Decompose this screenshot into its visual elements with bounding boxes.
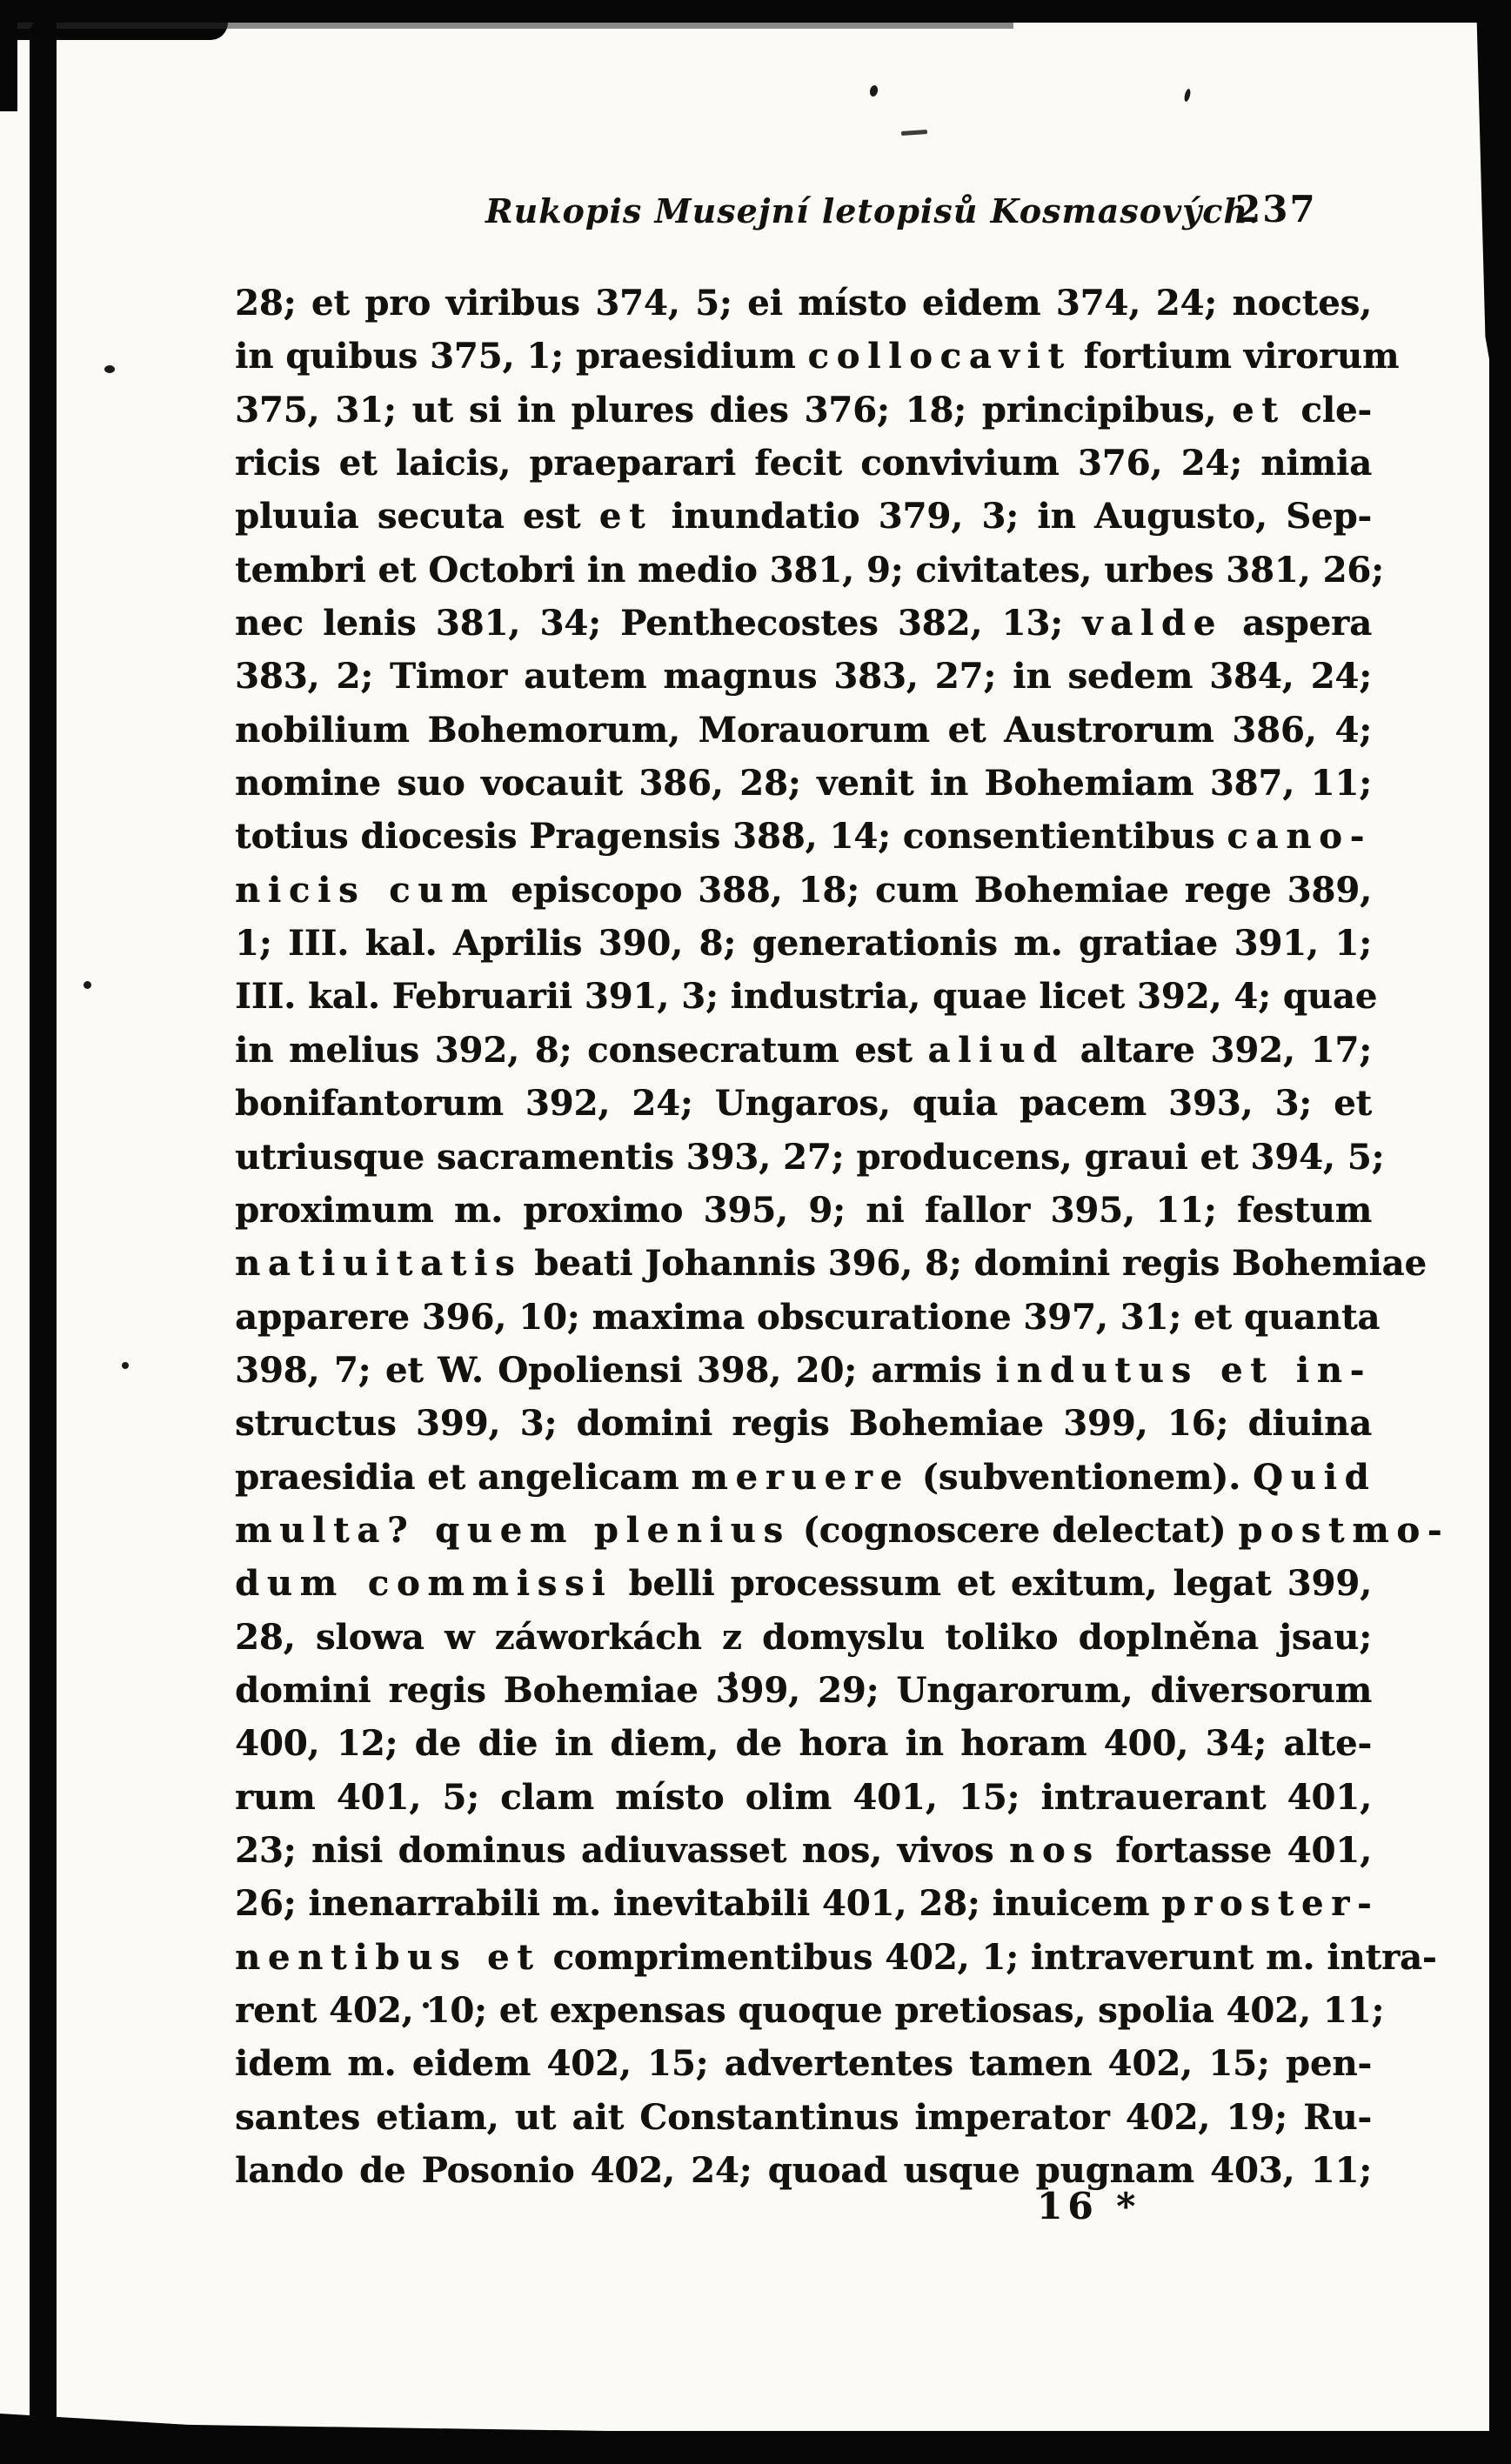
running-title: Rukopis Musejní letopisů Kosmasových. bbox=[485, 191, 1261, 230]
text-line: 1; III. kal. Aprilis 390, 8; generationis m. gratiae 391, 1; bbox=[235, 923, 1372, 965]
text-line: lando de Posonio 402, 24; quoad usque pugnam 403, 11; bbox=[235, 2150, 1372, 2192]
text-line: nec lenis 381, 34; Penthecostes 382, 13; valde aspera bbox=[235, 603, 1372, 644]
ink-speck bbox=[122, 1362, 129, 1369]
ink-speck bbox=[1183, 88, 1191, 102]
text-line: natiuitatis beati Johannis 396, 8; domini regis Bohemiae bbox=[235, 1243, 1427, 1285]
text-line: praesidia et angelicam meruere (subventionem). Quid bbox=[235, 1456, 1377, 1498]
text-line: rum 401, 5; clam místo olim 401, 15; intrauerant 401, bbox=[235, 1776, 1372, 1818]
signature-mark: 16 * bbox=[1037, 2185, 1141, 2227]
text-line: santes etiam, ut ait Constantinus imperator 402, 19; Ru- bbox=[235, 2096, 1372, 2138]
text-line: utriusque sacramentis 393, 27; producens, graui et 394, 5; bbox=[235, 1136, 1385, 1178]
text-line: proximum m. proximo 395, 9; ni fallor 395, 11; festum bbox=[235, 1189, 1372, 1231]
ink-speck bbox=[84, 981, 91, 989]
index-text-block bbox=[235, 277, 1450, 2197]
text-line: idem m. eidem 402, 15; advertentes tamen 402, 15; pen- bbox=[235, 2043, 1372, 2085]
text-line: apparere 396, 10; maxima obscuratione 397, 31; et quanta bbox=[235, 1296, 1381, 1338]
text-line: multa? quem plenius (cognoscere delectat) postmo- bbox=[235, 1509, 1450, 1551]
ink-speck bbox=[901, 130, 927, 136]
text-line: bonifantorum 392, 24; Ungaros, quia pacem 393, 3; et bbox=[235, 1083, 1372, 1125]
ink-speck bbox=[104, 365, 115, 373]
text-line: totius diocesis Pragensis 388, 14; consentientibus cano- bbox=[235, 816, 1372, 858]
text-line: nomine suo vocauit 386, 28; venit in Bohemiam 387, 11; bbox=[235, 763, 1372, 805]
scan-edge-right bbox=[1489, 0, 1511, 2464]
ink-speck bbox=[869, 84, 879, 97]
text-line: ricis et laicis, praeparari fecit convivium 376, 24; nimia bbox=[235, 443, 1372, 484]
text-line: in melius 392, 8; consecratum est aliud altare 392, 17; bbox=[235, 1029, 1372, 1071]
text-line: domini regis Bohemiae 399, 29; Ungarorum, diversorum bbox=[235, 1669, 1372, 1711]
text-line: structus 399, 3; domini regis Bohemiae 399, 16; diuina bbox=[235, 1403, 1372, 1445]
text-line: in quibus 375, 1; praesidium collocavit fortium virorum bbox=[235, 336, 1400, 377]
text-line: tembri et Octobri in medio 381, 9; civitates, urbes 381, 26; bbox=[235, 549, 1384, 591]
scan-edge-right-top bbox=[1476, 0, 1492, 374]
scan-edge-left-upper bbox=[0, 0, 17, 111]
page-number: 237 bbox=[1235, 188, 1317, 230]
text-line: 400, 12; de die in diem, de hora in horam 400, 34; alte- bbox=[235, 1723, 1372, 1765]
text-line: 23; nisi dominus adiuvasset nos, vivos nos fortasse 401, bbox=[235, 1829, 1373, 1871]
text-line: nobilium Bohemorum, Morauorum et Austrorum 386, 4; bbox=[235, 709, 1372, 751]
text-line: 26; inenarrabili m. inevitabili 401, 28; inuicem proster- bbox=[235, 1883, 1380, 1925]
text-line: III. kal. Februarii 391, 3; industria, quae licet 392, 4; quae bbox=[235, 976, 1378, 1018]
text-line: 375, 31; ut si in plures dies 376; 18; principibus, et cle- bbox=[235, 389, 1372, 431]
text-line: rent 402, 10; et expensas quoque pretiosas, spolia 402, 11; bbox=[235, 1990, 1385, 2031]
text-line: 28, slowa w záworkách z domyslu toliko doplněna jsau; bbox=[235, 1616, 1372, 1658]
text-line: 28; et pro viribus 374, 5; ei místo eidem 374, 24; noctes, bbox=[235, 283, 1372, 324]
text-line: nicis cum episcopo 388, 18; cum Bohemiae rege 389, bbox=[235, 869, 1372, 911]
text-line: 383, 2; Timor autem magnus 383, 27; in sedem 384, 24; bbox=[235, 656, 1372, 698]
text-line: pluuia secuta est et inundatio 379, 3; in Augusto, Sep- bbox=[235, 496, 1372, 538]
scan-edge-bottom-wedge bbox=[0, 2414, 783, 2438]
text-line: 398, 7; et W. Opoliensi 398, 20; armis indutus et in- bbox=[235, 1349, 1372, 1391]
scan-edge-left bbox=[30, 19, 57, 2421]
scan-edge-top-shadow bbox=[0, 23, 1013, 29]
text-line: nentibus et comprimentibus 402, 1; intraverunt m. intra- bbox=[235, 1936, 1437, 1978]
text-line: dum commissi belli processum et exitum, legat 399, bbox=[235, 1563, 1373, 1605]
